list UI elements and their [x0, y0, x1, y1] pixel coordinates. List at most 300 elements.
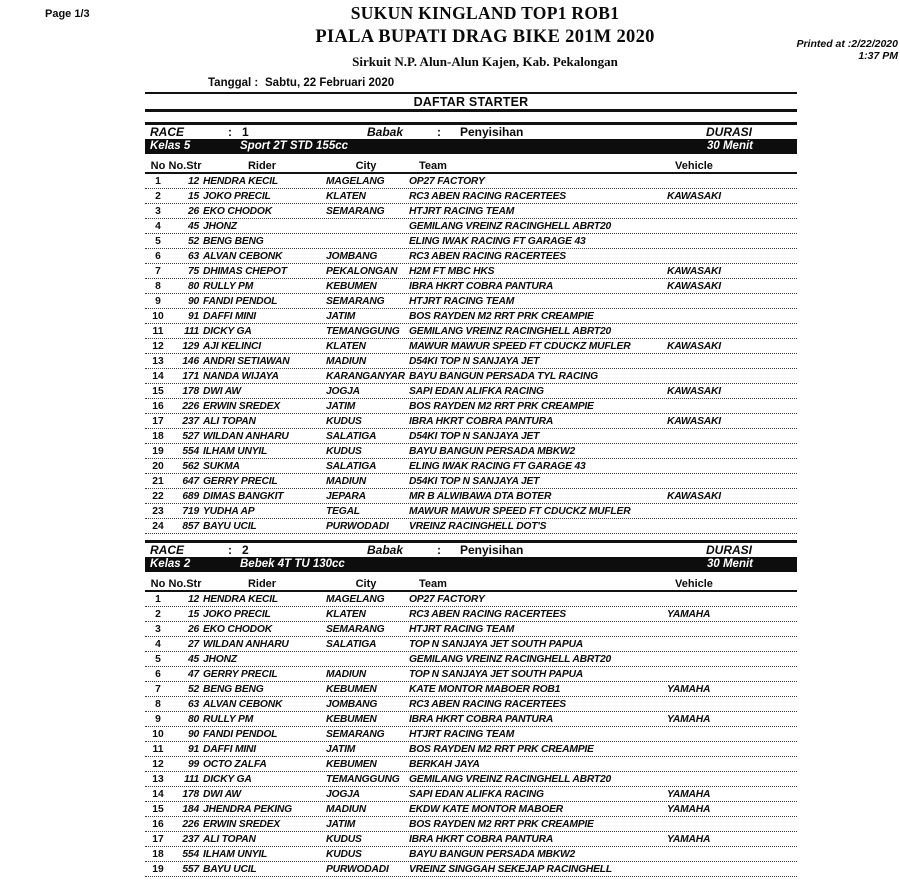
table-cell: 554 [182, 848, 199, 860]
table-cell: 10 [152, 310, 164, 322]
table-cell: 10 [152, 728, 164, 740]
table-cell [667, 369, 797, 383]
table-cell: 13 [152, 773, 164, 785]
table-cell: GEMILANG VREINZ RACINGHELL ABRT20 [409, 325, 612, 337]
table-cell: 226 [182, 400, 199, 412]
section-title: DAFTAR STARTER [145, 95, 797, 113]
table-cell: 22 [152, 490, 164, 502]
table-row [145, 622, 797, 637]
table-cell: EKDW KATE MONTOR MABOER [409, 803, 564, 815]
table-cell [667, 637, 797, 651]
table-cell: 91 [187, 743, 199, 755]
table-cell [667, 772, 797, 786]
table-cell: SALATIGA [326, 460, 377, 472]
table-row [145, 682, 797, 697]
table-cell: 52 [187, 235, 199, 247]
table-cell: EKO CHODOK [203, 623, 272, 635]
table-row [145, 637, 797, 652]
table-cell: 15 [152, 803, 164, 815]
table-cell: GEMILANG VREINZ RACINGHELL ABRT20 [409, 653, 612, 665]
table-cell: 178 [182, 385, 199, 397]
table-cell: 26 [187, 205, 199, 217]
table-cell [667, 697, 797, 711]
column-header: Team [419, 577, 447, 590]
table-cell [667, 444, 797, 458]
table-row [145, 219, 797, 234]
table-cell: 18 [152, 848, 164, 860]
table-header-row [145, 159, 797, 174]
table-cell: HTJRT RACING TEAM [409, 205, 515, 217]
table-cell: 9 [155, 295, 161, 307]
table-cell: KUDUS [326, 445, 362, 457]
table-cell [667, 459, 797, 473]
table-row [145, 249, 797, 264]
table-cell: BERKAH JAYA [409, 758, 480, 770]
table-row [145, 787, 797, 802]
table-cell [667, 847, 797, 861]
column-header: No.Str [168, 159, 202, 172]
table-row [145, 652, 797, 667]
column-header: Rider [247, 159, 277, 172]
table-cell: YAMAHA [667, 788, 711, 800]
table-cell: JATIM [326, 310, 356, 322]
table-cell: 8 [155, 698, 161, 710]
table-cell: IBRA HKRT COBRA PANTURA [409, 713, 554, 725]
table-row [145, 862, 797, 877]
table-cell: 13 [152, 355, 164, 367]
table-cell: YUDHA AP [203, 505, 255, 517]
table-cell: JATIM [326, 743, 356, 755]
table-cell: 17 [152, 833, 164, 845]
table-cell: ALI TOPAN [203, 415, 256, 427]
table-cell: TEGAL [326, 505, 360, 517]
table-cell: BAYU BANGUN PERSADA MBKW2 [409, 445, 576, 457]
table-cell [667, 429, 797, 443]
table-cell: 2 [155, 190, 161, 202]
table-cell: D54KI TOP N SANJAYA JET [409, 430, 540, 442]
table-cell: 75 [187, 265, 199, 277]
table-cell: 24 [152, 520, 164, 532]
table-cell: BOS RAYDEN M2 RRT PRK CREAMPIE [409, 400, 594, 412]
column-header: No.Str [168, 577, 202, 590]
table-cell: KLATEN [326, 608, 366, 620]
table-row [145, 369, 797, 384]
table-cell: 80 [187, 280, 199, 292]
class-name: Bebek 4T TU 130cc [240, 558, 345, 570]
table-cell: JOGJA [326, 788, 360, 800]
table-cell: 689 [182, 490, 199, 502]
table-cell [667, 354, 797, 368]
table-cell [667, 727, 797, 741]
table-cell: 45 [187, 653, 199, 665]
table-cell: 12 [187, 175, 199, 187]
table-cell: SEMARANG [326, 728, 385, 740]
table-cell: OP27 FACTORY [409, 175, 485, 187]
table-row [145, 309, 797, 324]
table-row [145, 279, 797, 294]
table-cell: KEBUMEN [326, 280, 377, 292]
table-cell: MAGELANG [326, 175, 385, 187]
table-cell: MAGELANG [326, 593, 385, 605]
table-cell: 8 [155, 280, 161, 292]
class-number: Kelas 2 [150, 558, 191, 570]
table-cell: 17 [152, 415, 164, 427]
table-row [145, 667, 797, 682]
table-row [145, 519, 797, 534]
babak-value: Penyisihan [460, 543, 524, 557]
durasi-label: DURASI [705, 543, 752, 557]
race-title-row [145, 125, 797, 139]
table-cell: WILDAN ANHARU [203, 430, 289, 442]
table-cell: PURWODADI [326, 520, 389, 532]
table-cell: DIMAS BANGKIT [203, 490, 284, 502]
table-cell: 184 [182, 803, 199, 815]
table-cell: JHONZ [203, 653, 237, 665]
race-colon: : [228, 125, 232, 139]
table-cell: 63 [187, 250, 199, 262]
table-cell: 11 [152, 743, 164, 755]
table-cell: ILHAM UNYIL [203, 445, 268, 457]
table-cell: BOS RAYDEN M2 RRT PRK CREAMPIE [409, 310, 594, 322]
table-cell: 20 [152, 460, 164, 472]
table-row [145, 742, 797, 757]
table-cell [667, 234, 797, 248]
table-row [145, 294, 797, 309]
table-cell: MADIUN [326, 668, 366, 680]
table-row [145, 817, 797, 832]
table-cell: 237 [182, 415, 199, 427]
table-cell: SAPI EDAN ALIFKA RACING [409, 385, 544, 397]
table-cell [667, 309, 797, 323]
table-cell: MR B ALWIBAWA DTA BOTER [409, 490, 552, 502]
table-row [145, 354, 797, 369]
table-row [145, 204, 797, 219]
table-cell: ALVAN CEBONK [203, 698, 283, 710]
table-cell: JOMBANG [326, 698, 378, 710]
table-cell: RC3 ABEN RACING RACERTEES [409, 190, 566, 202]
table-cell: MADIUN [326, 475, 366, 487]
table-cell: GEMILANG VREINZ RACINGHELL ABRT20 [409, 220, 612, 232]
table-cell: JOKO PRECIL [203, 190, 271, 202]
table-cell: KEBUMEN [326, 713, 377, 725]
class-name: Sport 2T STD 155cc [240, 140, 349, 152]
class-duration: 30 Menit [706, 140, 753, 152]
race-title-row [145, 543, 797, 557]
table-cell: JHENDRA PEKING [203, 803, 292, 815]
table-cell: SAPI EDAN ALIFKA RACING [409, 788, 544, 800]
table-cell: 52 [187, 683, 199, 695]
table-cell [667, 817, 797, 831]
table-cell [667, 219, 797, 233]
table-cell: 3 [155, 205, 161, 217]
durasi-label: DURASI [705, 125, 752, 139]
table-row [145, 712, 797, 727]
table-cell: 63 [187, 698, 199, 710]
table-cell: VREINZ SINGGAH SEKEJAP RACINGHELL [409, 863, 612, 875]
table-cell [325, 234, 407, 248]
table-cell: 178 [182, 788, 199, 800]
table-cell: 554 [182, 445, 199, 457]
table-row [145, 444, 797, 459]
table-cell: 111 [183, 773, 199, 785]
table-cell: PEKALONGAN [326, 265, 398, 277]
table-cell: DICKY GA [203, 773, 252, 785]
race-section [145, 122, 797, 534]
table-cell: WILDAN ANHARU [203, 638, 289, 650]
table-cell: BOS RAYDEN M2 RRT PRK CREAMPIE [409, 818, 594, 830]
table-cell: 45 [187, 220, 199, 232]
table-cell: ANDRI SETIAWAN [203, 355, 290, 367]
table-cell: KEBUMEN [326, 758, 377, 770]
table-cell: TEMANGGUNG [326, 773, 400, 785]
table-cell: 9 [155, 713, 161, 725]
table-cell: D54KI TOP N SANJAYA JET [409, 355, 540, 367]
table-cell: YAMAHA [667, 608, 711, 620]
babak-label: Babak [367, 543, 404, 557]
class-number: Kelas 5 [150, 140, 191, 152]
table-cell [667, 249, 797, 263]
table-cell: KATE MONTOR MABOER ROB1 [409, 683, 561, 695]
table-cell: JATIM [326, 400, 356, 412]
table-cell: 12 [152, 340, 164, 352]
table-cell: 111 [183, 325, 199, 337]
table-cell: KAWASAKI [667, 490, 721, 502]
table-row [145, 832, 797, 847]
table-cell: RC3 ABEN RACING RACERTEES [409, 608, 566, 620]
table-cell: IBRA HKRT COBRA PANTURA [409, 415, 554, 427]
table-cell: DAFFI MINI [203, 310, 256, 322]
table-cell: 237 [182, 833, 199, 845]
table-cell [667, 174, 797, 188]
table-cell: KLATEN [326, 340, 366, 352]
table-cell: 18 [152, 430, 164, 442]
printed-at-date: Printed at :2/22/2020 [796, 38, 898, 50]
table-cell: D54KI TOP N SANJAYA JET [409, 475, 540, 487]
babak-value: Penyisihan [460, 125, 524, 139]
table-cell: ALVAN CEBONK [203, 250, 283, 262]
table-cell: 1 [155, 593, 161, 605]
table-cell: KUDUS [326, 833, 362, 845]
table-cell: KAWASAKI [667, 415, 721, 427]
table-cell: PURWODADI [326, 863, 389, 875]
table-cell: KAWASAKI [667, 190, 721, 202]
table-cell: 23 [152, 505, 164, 517]
class-bar [145, 557, 797, 572]
table-cell: KUDUS [326, 415, 362, 427]
table-row [145, 384, 797, 399]
table-cell: RC3 ABEN RACING RACERTEES [409, 250, 566, 262]
table-cell [667, 204, 797, 218]
table-cell: 647 [182, 475, 199, 487]
table-cell: 99 [187, 758, 199, 770]
table-cell [667, 652, 797, 666]
table-cell: YAMAHA [667, 683, 711, 695]
table-cell: JATIM [326, 818, 356, 830]
table-cell: VREINZ RACINGHELL DOT'S [409, 520, 547, 532]
table-cell: ILHAM UNYIL [203, 848, 268, 860]
table-cell [667, 862, 797, 876]
table-cell: 12 [152, 758, 164, 770]
table-cell: BENG BENG [203, 235, 264, 247]
table-cell: RC3 ABEN RACING RACERTEES [409, 698, 566, 710]
table-row [145, 339, 797, 354]
table-cell: JEPARA [326, 490, 366, 502]
table-cell: KUDUS [326, 848, 362, 860]
table-cell: 21 [152, 475, 164, 487]
column-header: City [355, 577, 377, 590]
table-cell: DAFFI MINI [203, 743, 256, 755]
table-cell [667, 622, 797, 636]
babak-colon: : [437, 543, 441, 557]
babak-label: Babak [367, 125, 404, 139]
circuit-subtitle: Sirkuit N.P. Alun-Alun Kajen, Kab. Pekalongan [352, 54, 618, 69]
table-row [145, 429, 797, 444]
table-cell: HTJRT RACING TEAM [409, 295, 515, 307]
page-number-label: Page 1/3 [45, 8, 90, 20]
table-cell: 16 [152, 400, 164, 412]
table-cell [325, 219, 407, 233]
table-cell: DWI AW [203, 385, 241, 397]
table-cell [667, 399, 797, 413]
table-row [145, 459, 797, 474]
table-row [145, 174, 797, 189]
event-title-line2: PIALA BUPATI DRAG BIKE 201M 2020 [315, 27, 655, 47]
table-cell: TOP N SANJAYA JET SOUTH PAPUA [409, 668, 584, 680]
table-cell: MADIUN [326, 355, 366, 367]
table-cell: OCTO ZALFA [203, 758, 267, 770]
table-cell: MADIUN [326, 803, 366, 815]
race-section [145, 540, 797, 877]
column-header: City [355, 159, 377, 172]
table-cell: 719 [182, 505, 199, 517]
title-block [145, 3, 825, 70]
column-header: Team [419, 159, 447, 172]
table-cell: SEMARANG [326, 295, 385, 307]
column-header: Rider [247, 577, 277, 590]
table-row [145, 474, 797, 489]
table-cell [325, 652, 407, 666]
table-cell: 19 [152, 863, 164, 875]
table-cell: JOMBANG [326, 250, 378, 262]
table-row [145, 504, 797, 519]
table-cell [667, 757, 797, 771]
class-duration: 30 Menit [706, 558, 753, 570]
table-cell: 5 [155, 235, 161, 247]
table-cell: 90 [187, 728, 199, 740]
column-header: No [150, 577, 166, 590]
class-bar [145, 139, 797, 154]
table-cell: RULLY PM [203, 713, 254, 725]
table-cell: 6 [155, 668, 161, 680]
race-number: 2 [242, 543, 249, 557]
table-cell [667, 519, 797, 533]
table-row [145, 802, 797, 817]
table-row [145, 234, 797, 249]
table-cell: ERWIN SREDEX [203, 818, 280, 830]
table-cell: 15 [187, 608, 199, 620]
table-cell: 12 [187, 593, 199, 605]
table-row [145, 697, 797, 712]
table-cell: 562 [182, 460, 199, 472]
table-cell: AJI KELINCI [203, 340, 261, 352]
table-cell: SEMARANG [326, 623, 385, 635]
table-row [145, 847, 797, 862]
babak-colon: : [437, 125, 441, 139]
event-title-line1: SUKUN KINGLAND TOP1 ROB1 [350, 3, 620, 23]
table-cell: 15 [152, 385, 164, 397]
table-cell: NANDA WIJAYA [203, 370, 279, 382]
table-cell: 2 [155, 608, 161, 620]
table-cell [667, 294, 797, 308]
table-cell: RULLY PM [203, 280, 254, 292]
table-cell: IBRA HKRT COBRA PANTURA [409, 280, 554, 292]
table-cell: GEMILANG VREINZ RACINGHELL ABRT20 [409, 773, 612, 785]
table-cell: SEMARANG [326, 205, 385, 217]
table-header-row [145, 577, 797, 592]
table-row [145, 399, 797, 414]
date-row [145, 76, 797, 94]
table-cell: HTJRT RACING TEAM [409, 728, 515, 740]
table-cell: MAWUR MAWUR SPEED FT CDUCKZ MUFLER [409, 505, 631, 517]
table-cell: 4 [155, 638, 161, 650]
table-row [145, 607, 797, 622]
table-cell: 3 [155, 623, 161, 635]
table-cell: KLATEN [326, 190, 366, 202]
table-cell: YAMAHA [667, 713, 711, 725]
table-cell: 171 [182, 370, 199, 382]
table-cell [667, 324, 797, 338]
table-cell: TOP N SANJAYA JET SOUTH PAPUA [409, 638, 584, 650]
table-cell: HTJRT RACING TEAM [409, 623, 515, 635]
table-cell: FANDI PENDOL [203, 728, 278, 740]
table-cell: KAWASAKI [667, 385, 721, 397]
table-cell: 19 [152, 445, 164, 457]
table-cell: 47 [187, 668, 199, 680]
table-cell: YAMAHA [667, 803, 711, 815]
table-cell: HENDRA KECIL [203, 175, 279, 187]
table-row [145, 592, 797, 607]
table-cell: 15 [187, 190, 199, 202]
table-cell: ELING IWAK RACING FT GARAGE 43 [409, 460, 586, 472]
table-cell: 11 [152, 325, 164, 337]
printed-at-time: 1:37 PM [858, 49, 898, 62]
table-cell: KAWASAKI [667, 265, 721, 277]
table-cell: 4 [155, 220, 161, 232]
table-cell: BENG BENG [203, 683, 264, 695]
table-cell: ELING IWAK RACING FT GARAGE 43 [409, 235, 586, 247]
race-label: RACE [150, 125, 185, 139]
table-row [145, 489, 797, 504]
table-cell: 7 [155, 265, 161, 277]
table-row [145, 264, 797, 279]
column-header: Vehicle [675, 159, 713, 172]
table-cell: BAYU UCIL [203, 520, 257, 532]
table-cell: KEBUMEN [326, 683, 377, 695]
table-cell: 14 [152, 370, 164, 382]
table-row [145, 727, 797, 742]
table-cell [667, 742, 797, 756]
column-header: No [150, 159, 166, 172]
table-body [145, 592, 797, 877]
table-cell: ERWIN SREDEX [203, 400, 280, 412]
table-cell: KAWASAKI [667, 340, 721, 352]
table-cell: 91 [187, 310, 199, 322]
table-cell: H2M FT MBC HKS [409, 265, 495, 277]
table-row [145, 414, 797, 429]
table-cell: 1 [155, 175, 161, 187]
race-label: RACE [150, 543, 185, 557]
table-body [145, 174, 797, 534]
